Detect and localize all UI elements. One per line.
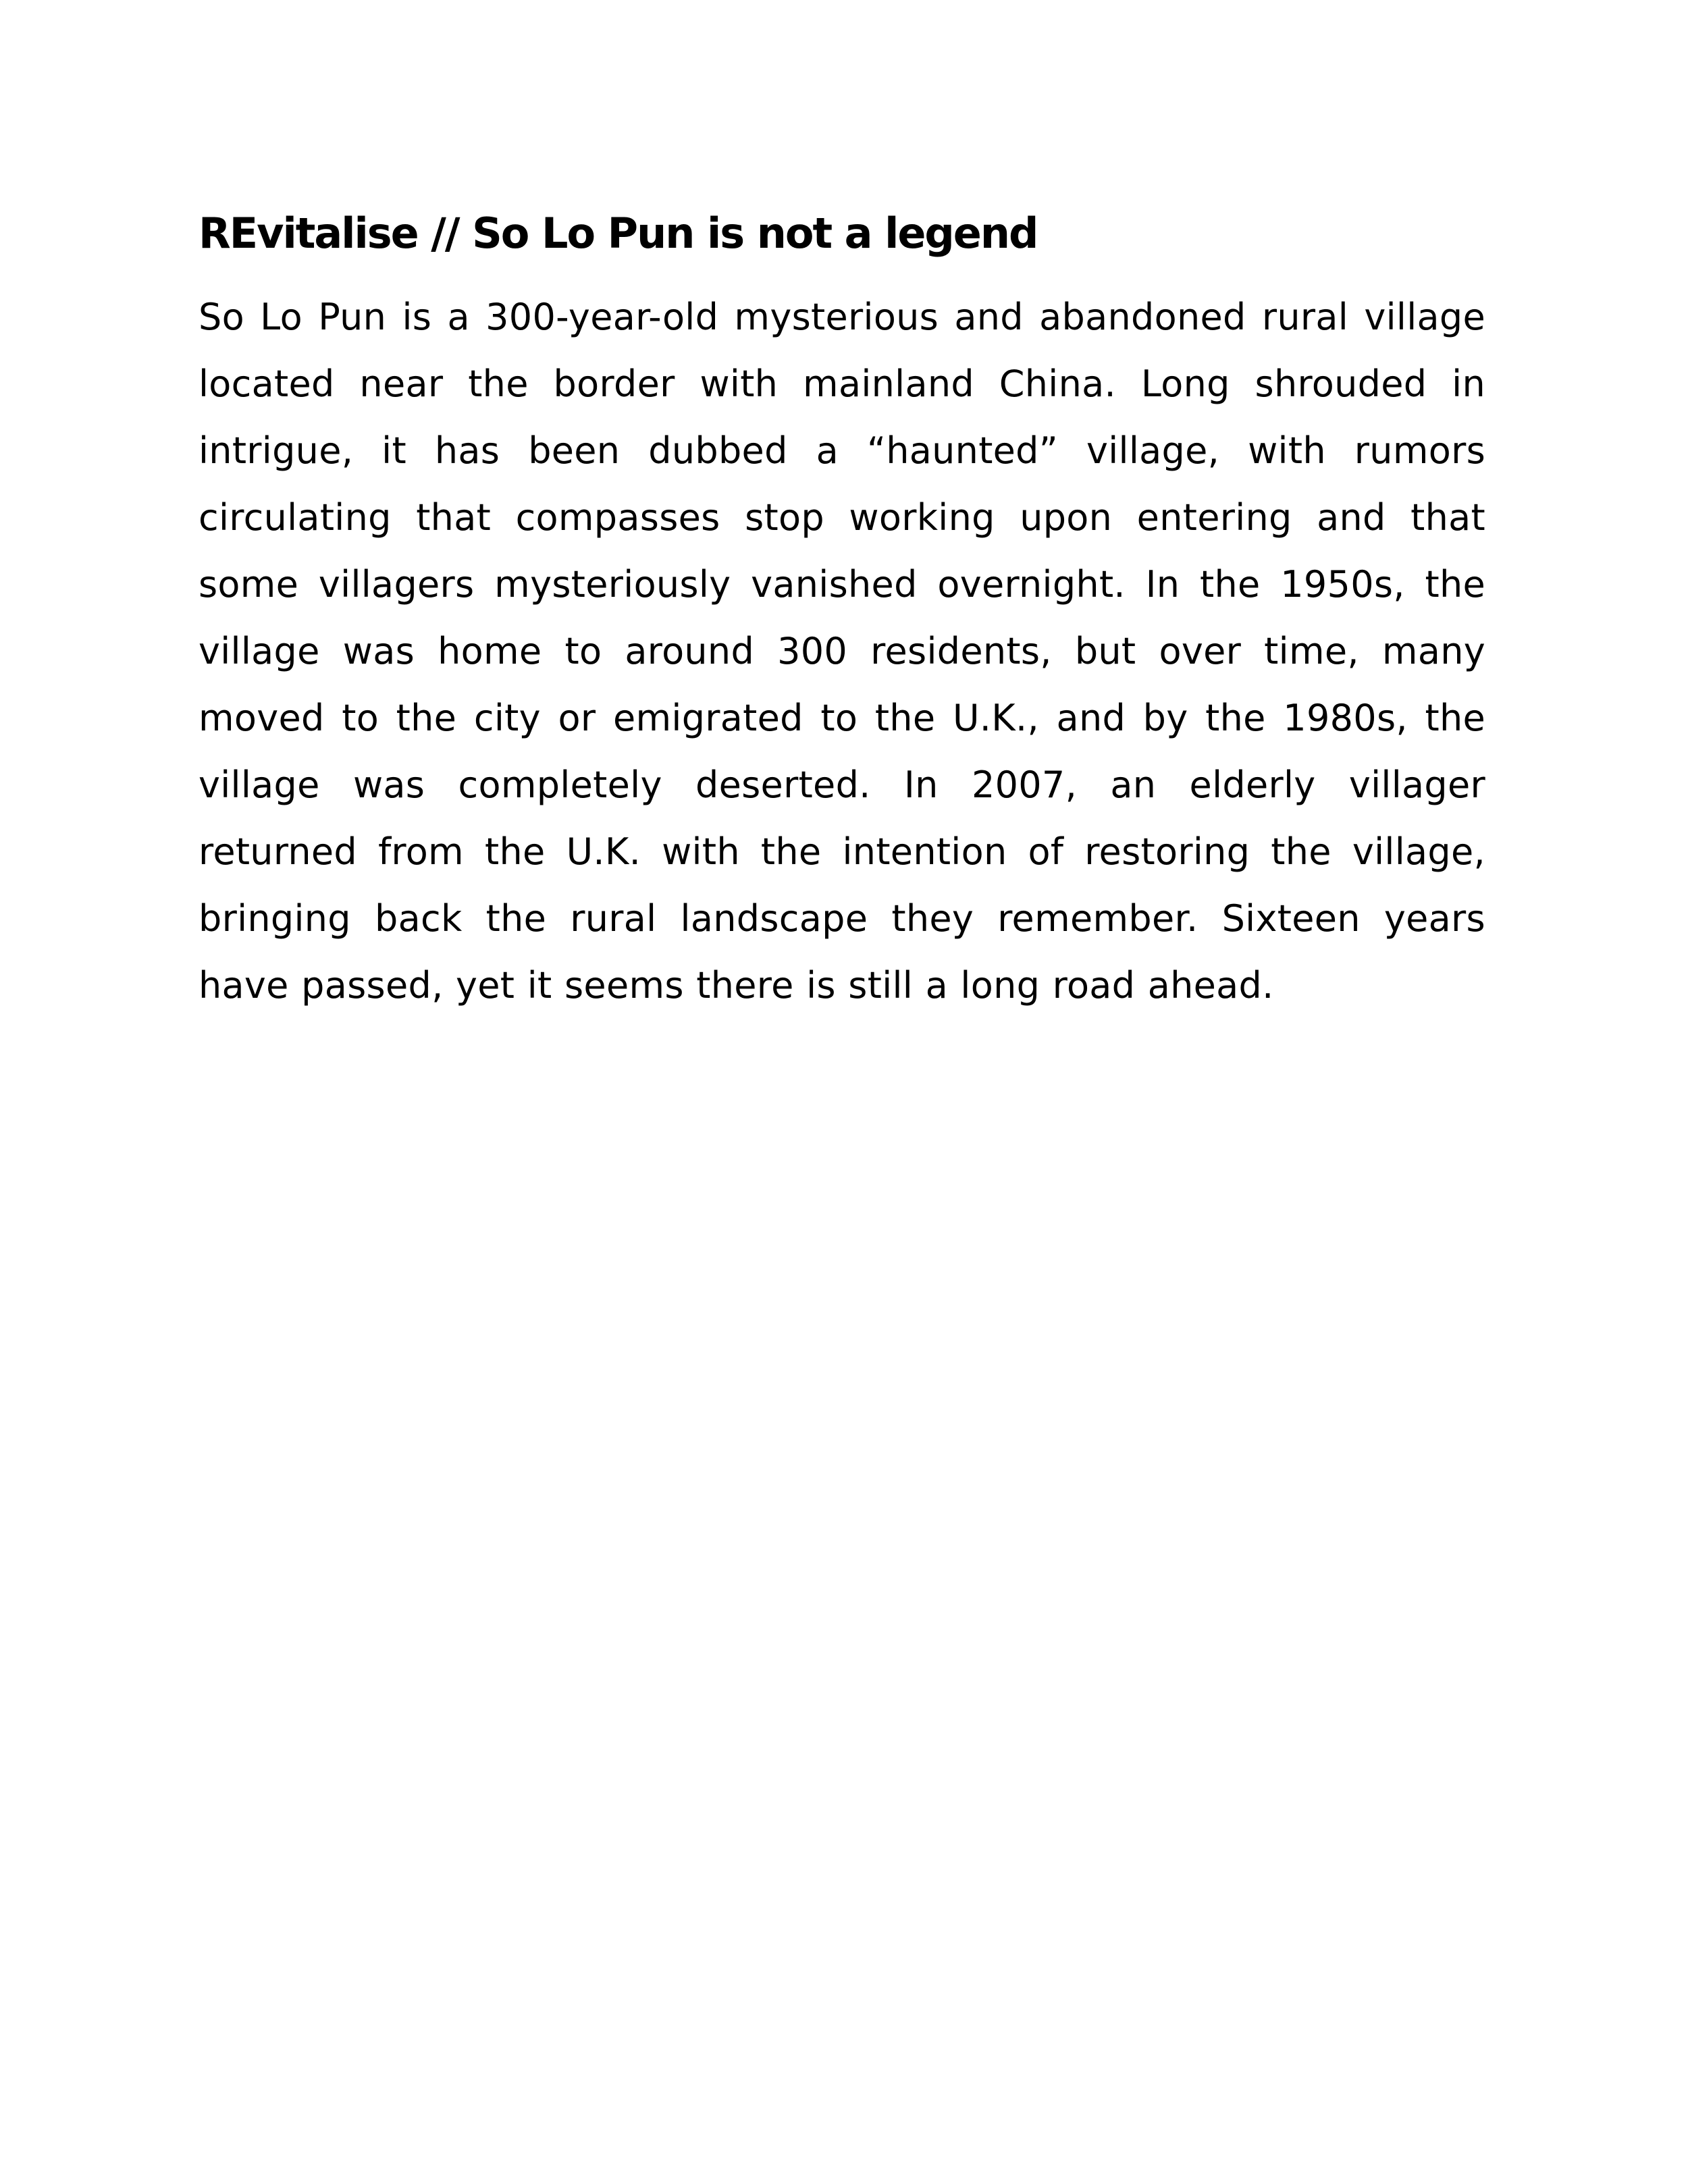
body-paragraph: So Lo Pun is a 300-year-old mysterious and abandoned rural village located near the border with mainland China. Long shrouded in intrigue, it has been dubbed a “haunted” village, with rumors circulating that compasses stop working upon entering and that some villagers mysteriously vanished overnight. In the 1950s, the village was home to around 300 residents, but over time, many moved to the city or emigrated to the U.K., and by the 1980s, the village was completely deserted. In 2007, an elderly villager returned from the U.K. with the intention of restoring the village, bringing back the rural landscape they remember. Sixteen years have passed, yet it seems there is still a long road ahead. <box>199 296 1485 1007</box>
document-content <box>199 201 1485 1019</box>
document-title: REvitalise // So Lo Pun is not a legend <box>199 209 1038 258</box>
